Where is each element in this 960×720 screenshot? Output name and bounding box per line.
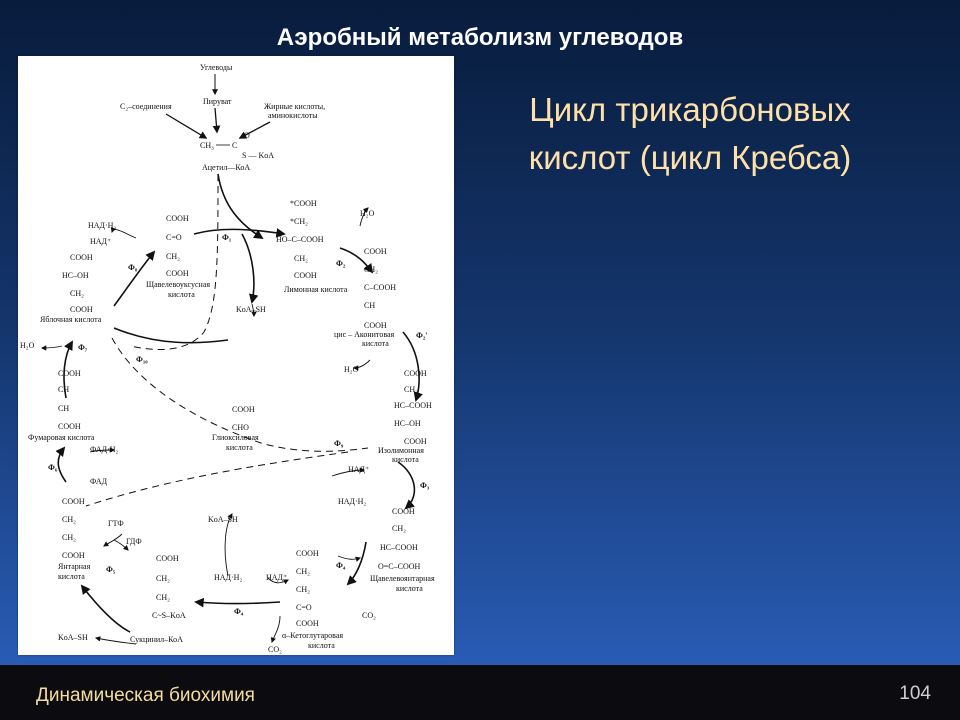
enzyme-f4b: Ф₄ xyxy=(234,607,244,616)
fum-f0: COOH xyxy=(58,369,81,378)
arrow-succinylcoa-succinate xyxy=(82,586,130,632)
oaa-f3: COOH xyxy=(166,269,189,278)
suc-name: Янтарная xyxy=(58,562,91,571)
citrate xyxy=(276,199,348,294)
enzyme-f10: Ф₁₀ xyxy=(136,355,148,364)
label-co2-2: CO₂ xyxy=(268,645,282,654)
cit-f1: *CH₂ xyxy=(290,217,308,226)
enzyme-f2b: Ф₂' xyxy=(416,331,428,340)
mal-f1: HC–OH xyxy=(62,271,89,280)
iso-f3: HC–OH xyxy=(394,419,421,428)
c2-label: C₂–соединения xyxy=(120,102,172,111)
iso-f1: CH₂ xyxy=(404,385,418,394)
suc-name2: кислота xyxy=(58,572,85,581)
arrow-nad-reduce xyxy=(112,230,136,238)
oxs-f3: O=C–COOH xyxy=(378,562,421,571)
oxs-f2: HC–COOH xyxy=(380,543,418,552)
acetyl-formula-2: C xyxy=(232,141,238,150)
oxalosuccinate xyxy=(370,507,435,593)
gly-f0: COOH xyxy=(232,405,255,414)
compounds xyxy=(28,199,435,650)
enzyme-f4: Ф₄ xyxy=(336,561,346,570)
cit-name: Лимонная кислота xyxy=(284,285,348,294)
footer-course-title: Динамическая биохимия xyxy=(36,685,255,706)
dashed-acetyl-malate xyxy=(130,174,218,349)
mal-name: Яблочная кислота xyxy=(40,315,102,324)
arrow-co2-2 xyxy=(272,616,280,642)
aco-name: цис – Аконитовая xyxy=(334,330,395,339)
gly-name2: кислота xyxy=(226,443,253,452)
aco-name2: кислота xyxy=(362,339,389,348)
label-h2o-1: H₂O xyxy=(360,209,375,218)
isocitrate xyxy=(378,369,432,464)
fumarate xyxy=(28,369,95,442)
enzyme-f5: Ф₅ xyxy=(106,565,116,574)
suc-f2: CH₂ xyxy=(62,533,76,542)
amino-label: аминокислоты xyxy=(268,111,318,120)
carbs-label: Углеводы xyxy=(200,63,233,72)
label-fad: ФАД xyxy=(90,477,108,486)
arrow-c2 xyxy=(166,114,206,138)
oaa-f0: COOH xyxy=(166,214,189,223)
iso-f0: COOH xyxy=(404,369,427,378)
fum-f3: COOH xyxy=(58,422,81,431)
akg-f1: CH₂ xyxy=(296,567,310,576)
acetyl-coa-block xyxy=(120,63,325,172)
arrow-oaa-citrate xyxy=(194,229,284,234)
suc-f0: COOH xyxy=(62,497,85,506)
enzyme-f9: Ф₉ xyxy=(334,439,344,448)
label-nad-3: НАД⁺ xyxy=(266,573,288,582)
page-number: 104 xyxy=(899,683,931,704)
akg-name2: кислота xyxy=(308,641,335,650)
label-co2-1: CO₂ xyxy=(362,611,376,620)
malate xyxy=(40,253,102,324)
label-h2o-3: H₂O xyxy=(20,341,35,350)
arrow-succinate-fumarate xyxy=(58,448,66,482)
oaa-name: Щавелевоуксусная xyxy=(146,280,211,289)
iso-name: Изолимонная xyxy=(378,446,424,455)
footer-bar xyxy=(0,665,960,720)
oxs-name: Щавелевоянтарная xyxy=(370,574,435,583)
fum-f2: CH xyxy=(58,404,70,413)
krebs-cycle-svg xyxy=(18,56,454,655)
succinate xyxy=(58,497,91,581)
oxs-f0: COOH xyxy=(392,507,415,516)
cycle-arrows xyxy=(58,174,419,632)
slide-subtitle xyxy=(460,86,920,182)
akg-f2: CH₂ xyxy=(296,585,310,594)
fum-name: Фумаровая кислота xyxy=(28,433,95,442)
scoa-name: Сукцинил–КоА xyxy=(130,635,183,644)
cofactor-arrows xyxy=(42,208,370,644)
acetyl-formula-4: S — KoA xyxy=(242,151,275,160)
arrow-acetyl-citrate xyxy=(218,174,262,238)
aco-f3: CH xyxy=(364,301,376,310)
enzyme-f1: Ф₁ xyxy=(222,233,232,242)
aco-f1: CH₂ xyxy=(364,265,378,274)
dashed-glyoxylate-succinate xyxy=(86,452,348,506)
arrow-co2-1 xyxy=(338,556,360,559)
arrow-isocitrate-oxalosuccinate xyxy=(398,462,414,508)
pyruvate-label: Пируват xyxy=(203,97,232,106)
scoa-f1: CH₂ xyxy=(156,574,170,583)
oaa-f2: CH₂ xyxy=(166,252,180,261)
cit-f4: COOH xyxy=(294,271,317,280)
label-coash-2: KoA–SH xyxy=(208,515,238,524)
fum-f1: CH xyxy=(58,385,70,394)
gly-f1: CHO xyxy=(232,423,249,432)
akg-f0: COOH xyxy=(296,549,319,558)
enzyme-f6: Ф₆ xyxy=(48,463,58,472)
iso-f2: HC–COOH xyxy=(394,401,432,410)
oxs-name2: кислота xyxy=(396,584,423,593)
label-fadh: ФАД·Н₂ xyxy=(90,445,119,454)
arrow-gtp xyxy=(104,534,122,546)
iso-name2: кислота xyxy=(392,455,419,464)
enzyme-f7: Ф₇ xyxy=(78,343,88,352)
arrow-oxalosuccinate-akg xyxy=(348,542,366,584)
scoa-f3: C~S–KoA xyxy=(152,611,186,620)
acetyl-coa-name: Ацетил—КоА xyxy=(202,163,251,172)
acetyl-formula-3: O xyxy=(244,131,250,140)
arrow-akg-succinylcoa xyxy=(196,602,280,604)
mal-f0: COOH xyxy=(70,253,93,262)
krebs-cycle-diagram xyxy=(18,56,454,655)
akg-name: α–Кетоглутаровая xyxy=(282,631,344,640)
label-nadh-2: НАД·Н₂ xyxy=(338,497,367,506)
label-nadh-3: НАД·Н₂ xyxy=(214,573,243,582)
label-nad-2: НАД⁺ xyxy=(348,465,370,474)
label-coash-1: KoA–SH xyxy=(236,305,266,314)
subtitle-line-2: кислот (цикл Кребса) xyxy=(528,139,852,176)
acetyl-formula-1: CH₃ xyxy=(200,141,214,150)
akg-f3: C=O xyxy=(296,603,312,612)
arrow-coa-release xyxy=(242,234,254,302)
gly-name: Глиоксиловая xyxy=(212,433,259,442)
label-coash-3: KoA–SH xyxy=(58,633,88,642)
alpha-ketoglutarate xyxy=(282,549,343,650)
cit-f3: CH₂ xyxy=(294,254,308,263)
label-nadh-1: НАД·Н₂ xyxy=(88,221,117,230)
label-nad-1: НАД⁺ xyxy=(90,237,112,246)
label-gtp: ГТФ xyxy=(108,519,124,528)
oaa-name2: кислота xyxy=(168,290,195,299)
fatty-label: Жирные кислоты, xyxy=(264,102,326,111)
mal-f3: COOH xyxy=(70,305,93,314)
akg-f4: COOH xyxy=(296,619,319,628)
label-h2o-2: H₂O xyxy=(344,365,359,374)
subtitle-line-1: Цикл трикарбоновых xyxy=(529,91,851,128)
cit-f2: HO–C–COOH xyxy=(276,235,324,244)
oxaloacetate xyxy=(146,214,210,299)
aco-f4: COOH xyxy=(364,321,387,330)
aco-f2: C–COOH xyxy=(364,283,397,292)
slide-title: Аэробный метаболизм углеводов xyxy=(276,24,684,51)
enzyme-f8: Ф₈ xyxy=(128,263,138,272)
glyoxylate xyxy=(212,405,259,452)
arrow-h2o-malate xyxy=(42,346,62,348)
enzyme-f3: Ф₃ xyxy=(420,481,430,490)
iso-f4: COOH xyxy=(404,437,427,446)
suc-f1: CH₂ xyxy=(62,515,76,524)
cit-f0: *COOH xyxy=(290,199,317,208)
oaa-f1: C=O xyxy=(166,233,182,242)
suc-f3: COOH xyxy=(62,551,85,560)
scoa-f0: COOH xyxy=(156,554,179,563)
arrow-malate-loop xyxy=(114,328,228,343)
succinyl-coa xyxy=(130,554,186,644)
label-gdp: ГДФ xyxy=(126,537,142,546)
mal-f2: CH₂ xyxy=(70,289,84,298)
aco-f0: COOH xyxy=(364,247,387,256)
arrow-pyruvate xyxy=(215,108,217,132)
arrow-malate-oaa xyxy=(114,252,154,306)
enzyme-f2: Ф₂ xyxy=(336,259,346,268)
scoa-f2: CH₂ xyxy=(156,593,170,602)
oxs-f1: CH₂ xyxy=(392,524,406,533)
